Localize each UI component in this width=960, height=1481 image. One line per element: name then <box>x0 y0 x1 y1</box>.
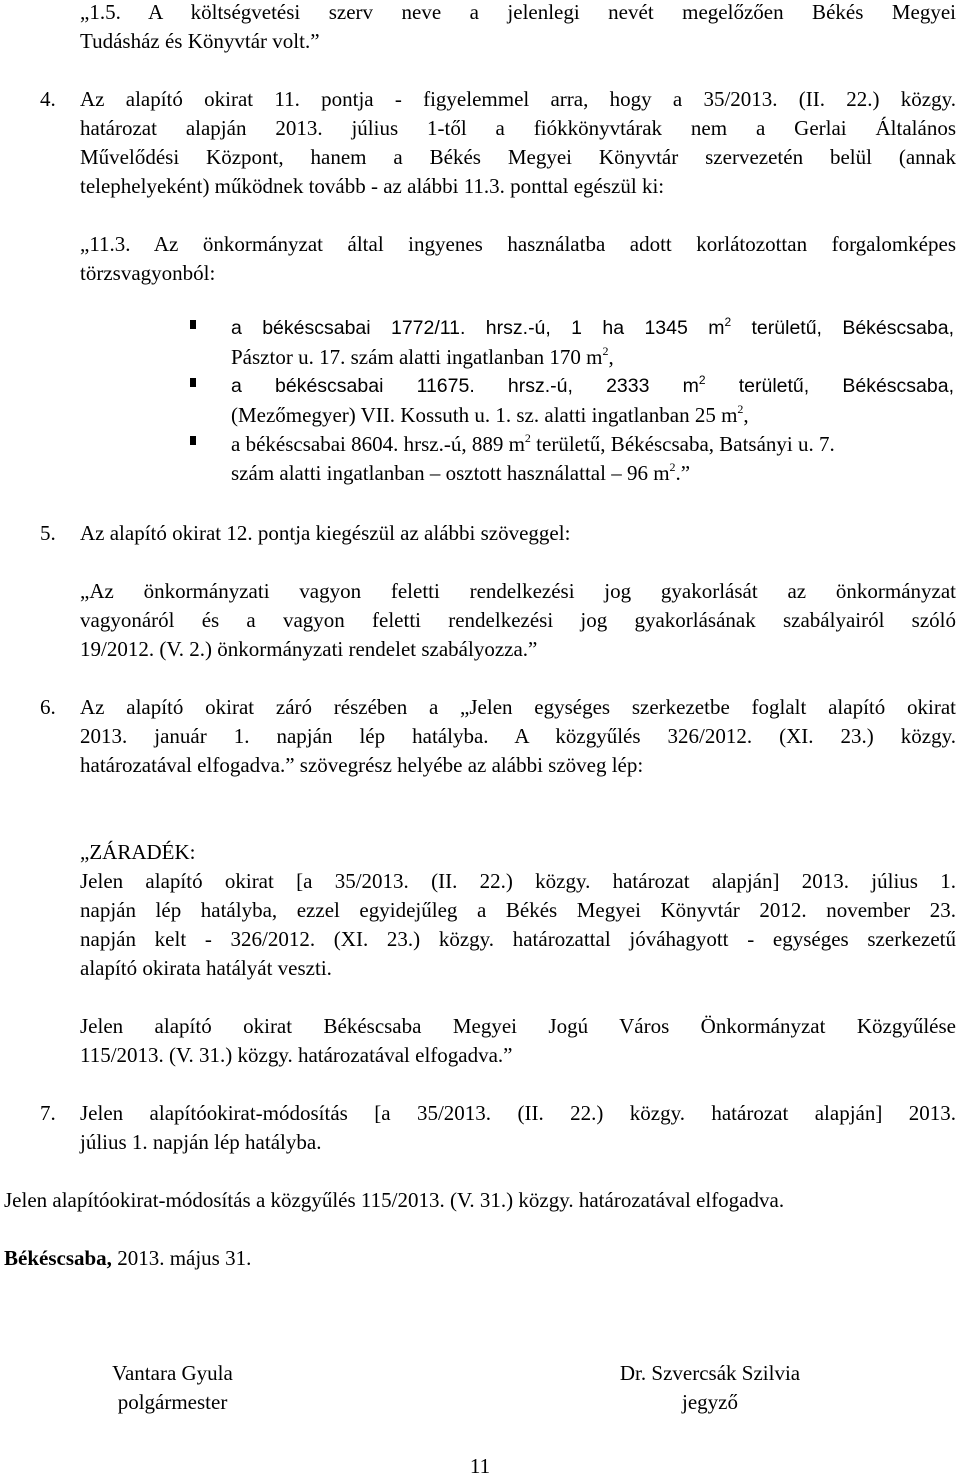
signature-left-name: Vantara Gyula <box>112 1361 233 1385</box>
item-6-line-2: 2013. január 1. napján lép hatályba. A közgyűlés 326/2012. (XI. 23.) közgy. <box>80 724 956 748</box>
bullet-marker <box>190 320 196 329</box>
bullet-1-line-1: a békéscsabai 1772/11. hrsz.-ú, 1 ha 1345 $m^2$ területű, Békéscsaba, <box>231 314 954 339</box>
bullet-2-line-1: a békéscsabai 11675. hrsz.-ú, 2333 $m^2$ területű, Békéscsaba, <box>231 372 954 397</box>
zaradek-paragraph-2-line-1: Jelen alapító okirat Békéscsaba Megyei Jogú Város Önkormányzat Közgyűlése <box>80 1014 956 1038</box>
item-4-number: 4. <box>40 87 56 111</box>
signature-right-title: jegyző <box>682 1390 738 1414</box>
bullet-2-line-2: (Mezőmegyer) VII. Kossuth u. 1. sz. alatti ingatlanban 25 $m^2$, <box>231 402 749 427</box>
signature-left-title: polgármester <box>117 1390 228 1414</box>
bullet-1-line-2: Pásztor u. 17. szám alatti ingatlanban 170 $m^2$, <box>231 344 614 369</box>
zaradek-paragraph-2-line-2: 115/2013. (V. 31.) közgy. határozatával elfogadva.” <box>80 1043 513 1067</box>
item-7-line-1: Jelen alapítóokirat-módosítás [a 35/2013. (II. 22.) közgy. határozat alapján] 2013. <box>80 1101 956 1125</box>
item-6-number: 6. <box>40 695 56 719</box>
zaradek-line-3: napján kelt - 326/2012. (XI. 23.) közgy. határozattal jóváhagyott - egységes szerkezetű <box>80 927 956 951</box>
item-4-quote-line-2: törzsvagyonból: <box>80 261 216 285</box>
closing-line: Jelen alapítóokirat-módosítás a közgyűlés 115/2013. (V. 31.) közgy. határozatával elfogadva. <box>4 1188 785 1212</box>
zaradek-line-1: Jelen alapító okirat [a 35/2013. (II. 22.) közgy. határozat alapján] 2013. július 1. <box>80 869 956 893</box>
item-7-line-2: július 1. napján lép hatályba. <box>80 1130 322 1154</box>
date: 2013. május 31. <box>111 1246 252 1270</box>
item-5-quote-line-1: „Az önkormányzati vagyon feletti rendelkezési jog gyakorlását az önkormányzat <box>80 579 956 603</box>
item-4-line-4: telephelyeként) működnek tovább - az alábbi 11.3. ponttal egészül ki: <box>80 174 665 198</box>
bullet-3-line-2: szám alatti ingatlanban – osztott használattal – 96 $m^2$.” <box>231 460 691 485</box>
bullet-marker <box>190 378 196 387</box>
intro-line-2: Tudásház és Könyvtár volt.” <box>80 29 320 53</box>
item-7-number: 7. <box>40 1101 56 1125</box>
item-4-line-1: Az alapító okirat 11. pontja - figyelemmel arra, hogy a 35/2013. (II. 22.) közgy. <box>80 87 956 111</box>
zaradek-line-2: napján lép hatályba, ezzel egyidejűleg a Békés Megyei Könyvtár 2012. november 23. <box>80 898 956 922</box>
zaradek-line-4: alapító okirata hatályát veszti. <box>80 956 332 980</box>
item-6-line-3: határozatával elfogadva.” szövegrész helyébe az alábbi szöveg lép: <box>80 753 644 777</box>
place: Békéscsaba, <box>4 1246 112 1270</box>
item-5-quote-line-3: 19/2012. (V. 2.) önkormányzati rendelet szabályozza.” <box>80 637 538 661</box>
item-5-number: 5. <box>40 521 56 545</box>
item-5-quote-line-2: vagyonáról és a vagyon feletti rendelkezési jog gyakorlásának szabályairól szóló <box>80 608 956 632</box>
bullet-marker <box>190 436 196 445</box>
signature-right-name: Dr. Szvercsák Szilvia <box>619 1361 801 1385</box>
item-4-quote-line-1: „11.3. Az önkormányzat által ingyenes használatba adott korlátozottan forgalomképes <box>80 232 956 256</box>
item-5-text: Az alapító okirat 12. pontja kiegészül az alábbi szöveggel: <box>80 521 571 545</box>
page-number: 11 <box>469 1454 491 1478</box>
zaradek-title: „ZÁRADÉK: <box>80 840 196 864</box>
place-date <box>4 1244 251 1273</box>
item-6-line-1: Az alapító okirat záró részében a „Jelen egységes szerkezetbe foglalt alapító okirat <box>80 695 956 719</box>
item-4-line-2: határozat alapján 2013. július 1-től a fiókkönyvtárak nem a Gerlai Általános <box>80 116 956 140</box>
intro-line-1: „1.5. A költségvetési szerv neve a jelenlegi nevét megelőzően Békés Megyei <box>80 0 956 24</box>
item-4-line-3: Művelődési Központ, hanem a Békés Megyei Könyvtár szervezetén belül (annak <box>80 145 956 169</box>
bullet-3-line-1: a békéscsabai 8604. hrsz.-ú, 889 $m^2$ területű, Békéscsaba, Batsányi u. 7. <box>231 431 835 456</box>
